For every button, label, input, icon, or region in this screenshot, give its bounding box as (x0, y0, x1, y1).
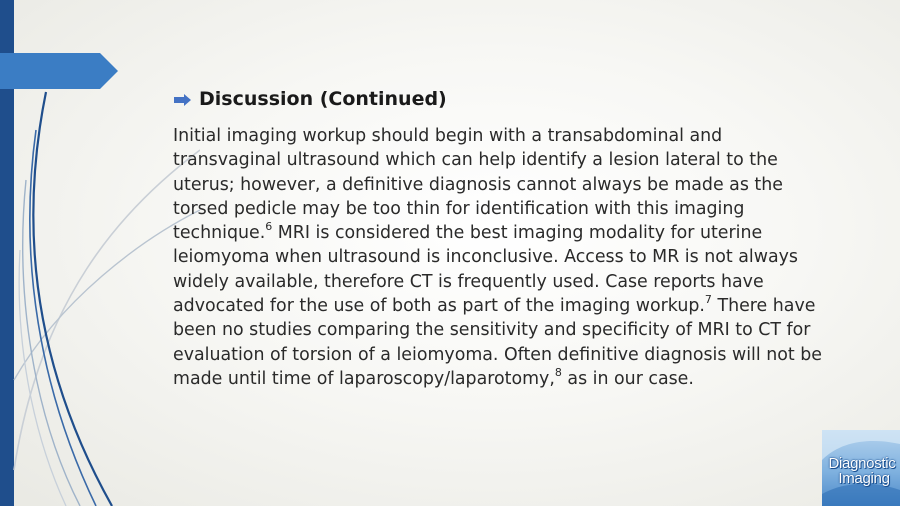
reference-superscript: 8 (554, 366, 562, 380)
slide-heading: Discussion (Continued) (199, 88, 447, 110)
title-arrow-banner (0, 0, 120, 92)
reference-superscript: 6 (265, 220, 273, 234)
right-arrow-bullet-icon (174, 94, 191, 106)
paragraph-text-4: as in our case. (561, 368, 694, 389)
diagnostic-imaging-logo (822, 430, 900, 506)
logo-text-line2: Imaging (838, 470, 890, 487)
paragraph-text-2: MRI is considered the best imaging modality for uterine leiomyoma when ultrasound is inconclusive. Access to MR is not always widely available, therefore CT is frequently used. Case reports have advocated for the use of both as part of the imaging workup. (173, 223, 798, 317)
body-paragraph (173, 124, 833, 391)
paragraph-text-3: There have been no studies comparing the sensitivity and specificity of MRI to CT for evaluation of torsion of a leiomyoma. Often definitive diagnosis will not be made until time of laparoscopy/laparotomy, (173, 296, 822, 389)
logo-text-line1: Diagnostic (828, 455, 896, 472)
reference-superscript: 7 (704, 293, 712, 307)
heading-row (174, 88, 447, 110)
paragraph-text-1: Initial imaging workup should begin with a transabdominal and transvaginal ultrasound which can help identify a lesion lateral to the uterus; however, a definitive diagnosis cannot always be made as the torsed pedicle may be too thin for identification with this imaging technique. (173, 126, 783, 244)
